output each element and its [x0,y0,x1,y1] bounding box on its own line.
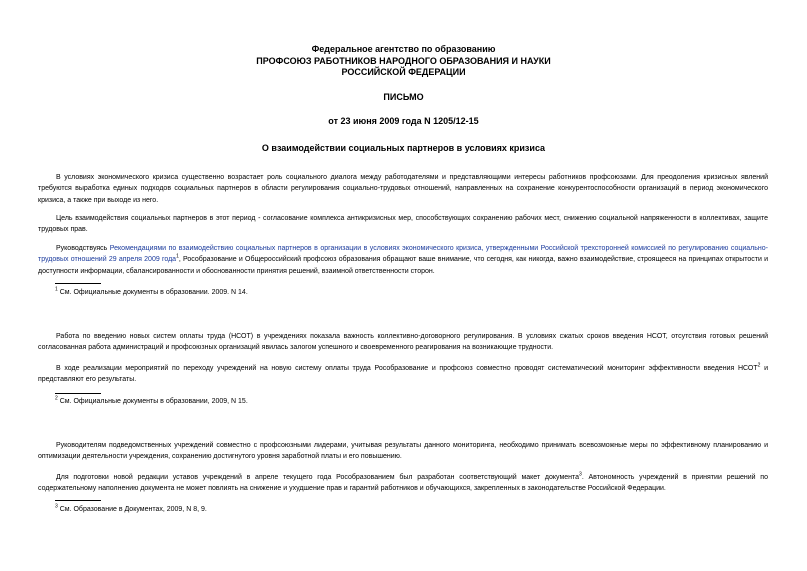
document-subject: О взаимодействии социальных партнеров в условиях кризиса [261,143,546,153]
paragraph-7 [38,472,768,495]
paragraph-3 [38,243,768,277]
agency-title: Федеральное агентство по образованию [311,44,496,54]
footnote-2-text: См. Официальные документы в образовании, 2009, N 15. [57,398,248,405]
footnote-ref-3[interactable]: 3 [579,471,582,478]
footnote-divider-1 [55,283,101,284]
paragraph-6: Руководителям подведомственных учреждений совместно с профсоюзными лидерами, учитывая результаты данного мониторинга, необходимо принимать всевозможные меры по эффективному планированию и оптимизации деятельности учреждения, сохранению достигнутого уровня заработной платы и его повышению. [38,442,768,461]
paragraph-4: Работа по введению новых систем оплаты труда (НСОТ) в учреждениях показала важность коллективно-договорного регулирования. В условиях сжатых сроков введения НСОТ, отсутствия готовых решений согласованная работа администраций и профсоюзных организаций явилась залогом успешного и своевременного реагирования на возникающие трудности. [38,333,768,352]
paragraph-5 [38,363,768,386]
footnote-2 [55,397,248,407]
paragraph-5-lead: В ходе реализации мероприятий по переходу учреждений на новую систему оплаты труда Рособразование и профсоюз совместно проводят систематический мониторинг эффективности введения НСОТ [56,365,758,372]
paragraph-2: Цель взаимодействия социальных партнеров в этот период - согласование комплекса антикризисных мер, способствующих сохранению рабочих мест, снижению социальной напряженности в коллективах, защите трудовых прав. [38,215,768,234]
footnote-ref-2[interactable]: 2 [757,362,761,369]
footnote-2-mark: 2 [55,395,58,402]
footnote-3-text: См. Образование в Документах, 2009, N 8, 9. [57,506,207,513]
footnote-divider-3 [55,500,101,501]
paragraph-7-lead: Для подготовки новой редакции уставов учреждений в апреле текущего года Рособразованием был разработан соответствующий макет документа [56,474,580,481]
paragraph-5-rest: и представляют его результаты. [38,365,768,384]
footnote-1 [55,288,248,298]
union-title-line2: РОССИЙСКОЙ ФЕДЕРАЦИИ [341,67,466,77]
footnote-ref-1[interactable]: 1 [176,254,179,261]
union-title-line1: ПРОФСОЮЗ РАБОТНИКОВ НАРОДНОГО ОБРАЗОВАНИЯ И НАУКИ [256,56,551,66]
paragraph-1: В условиях экономического кризиса существенно возрастает роль социального диалога между работодателями и представляющими интересы работников профсоюзами. Для преодоления кризисных явлений требуются выработка единых подходов социальных партнеров в области регулирования социально-трудовых отношений, направленных на сохранение конкурентоспособности организаций в период экономического кризиса, а также при выходе из него. [38,174,768,204]
recommendations-link[interactable]: Рекомендациями по взаимодействию социальных партнеров в организации в условиях экономического кризиса, утвержденными Российской трехсторонней комиссией по регулированию социально-трудовых отношений 29 апреля 2009 года [38,245,768,264]
footnote-3 [55,505,207,515]
footnote-3-mark: 3 [55,503,58,510]
footnote-1-mark: 1 [55,286,58,293]
document-date-number: от 23 июня 2009 года N 1205/12-15 [328,116,479,126]
paragraph-3-rest: , Рособразование и Общероссийский профсоюз образования обращают ваше внимание, что сегодня, как никогда, важно взаимодействие, строящееся на принципах открытости и доступности информации, сбалансированности и обоснованности принятия решений, взаимной ответственности сторон. [38,256,768,275]
footnote-1-text: См. Официальные документы в образовании. 2009. N 14. [57,289,248,296]
document-type: ПИСЬМО [383,92,424,102]
footnote-divider-2 [55,393,101,394]
paragraph-3-lead: Руководствуясь [56,245,110,252]
paragraph-7-rest: . Автономность учреждений в принятии решений по содержательному наполнению документа не может повлиять на снижение и ухудшение прав и гарантий работников и обучающихся, закрепленных в законодательстве Российской Федерации. [38,474,768,493]
